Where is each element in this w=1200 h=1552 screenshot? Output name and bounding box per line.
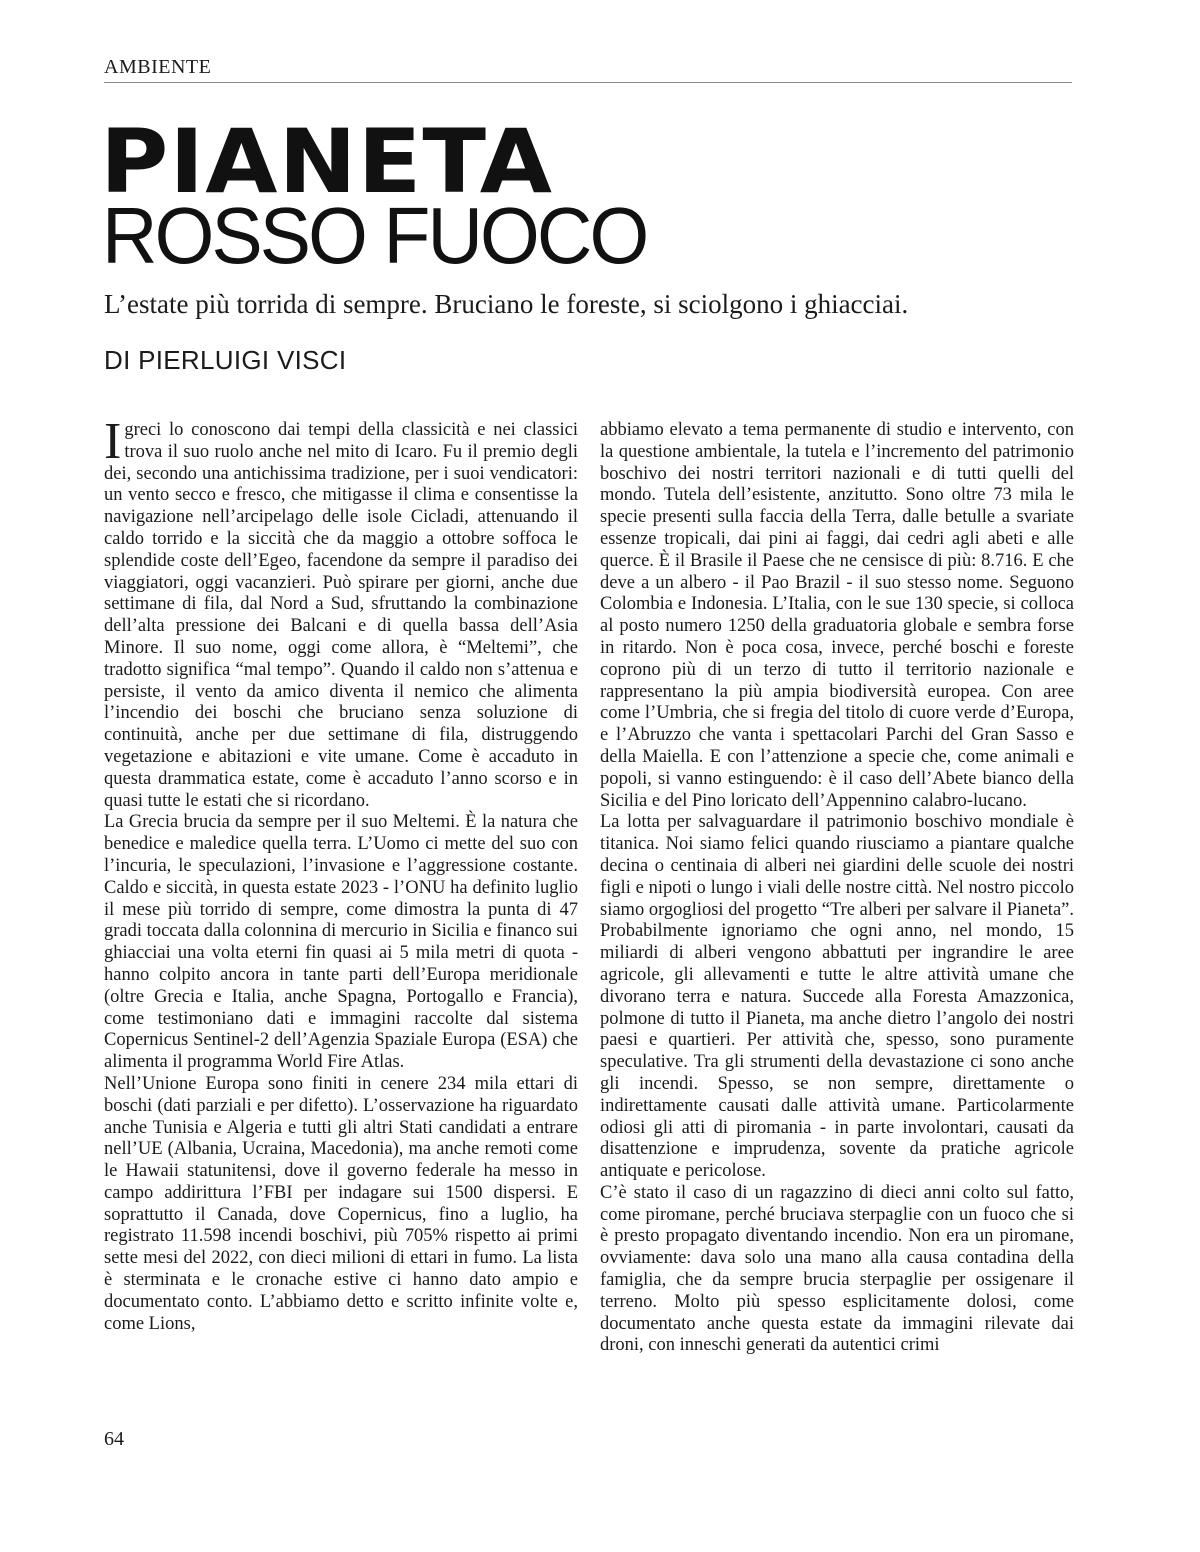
drop-cap: I — [104, 413, 122, 470]
paragraph-1-text: greci lo conoscono dai tempi della classicità e nei classici trova il suo ruolo anche nel mito di Icaro. Fu il premio degli dei, secondo una antichissima tradizione, per i suoi vendicatori: un vento secco e fresco, che mitigasse il clima e consentisse la navigazione nell’arcipelago delle isole Cicladi, attenuando il caldo torrido e la siccità che da maggio a ottobre soffoca le splendide coste dell’Egeo, facendone da sempre il paradiso dei viaggiatori, oggi vacanzieri. Può spirare per giorni, anche due settimane di fila, dal Nord a Sud, sfruttando la combinazione dell’alta pressione dei Balcani e di quella bassa dell’Asia Minore. Il suo nome, oggi come allora, è “Meltemi”, che tradotto significa “mal tempo”. Quando il caldo non s’attenua e persiste, il vento da amico diventa il nemico che alimenta l’incendio dei boschi che bruciano senza soluzione di continuità, anche per due settimane di fila, distruggendo vegetazione e abitazioni e vite umane. Come è accaduto in questa drammatica estate, come è accaduto l’anno scorso e in quasi tutte le estati che si ricordano. — [104, 420, 578, 811]
paragraph-3: Nell’Unione Europa sono finiti in cenere 234 mila ettari di boschi (dati parziali e per difetto). L’osservazione ha riguardato anche Tunisia e Algeria e tutti gli altri Stati candidati a entrare nell’UE (Albania, Ucraina, Macedonia), ma anche remoti come le Hawaii statunitensi, dove il governo federale ha messo in campo addirittura l’FBI per indagare sui 1500 dispersi. E soprattutto il Canada, dove Copernicus, fino a luglio, ha registrato 11.598 incendi boschivi, più 705% rispetto ai primi sette mesi del 2022, con dieci milioni di ettari in fumo. La lista è sterminata e le cronache estive ci hanno dato ampio e documentato conto. L’abbiamo detto e scritto infinite volte e, come Lions, — [104, 1073, 578, 1334]
page-number: 64 — [104, 1428, 124, 1450]
title-line-2: ROSSO FUOCO — [102, 191, 647, 280]
title-line-1: PIANETA — [100, 110, 554, 213]
right-column — [600, 420, 1074, 1357]
paragraph-5: La lotta per salvaguardare il patrimonio boschivo mondiale è titanica. Noi siamo felici quando riusciamo a piantare qualche decina o centinaia di alberi nei giardini delle scuole dei nostri figli e nipoti o lungo i viali delle nostre città. Nel nostro piccolo siamo orgogliosi del progetto “Tre alberi per salvare il Pianeta”. Probabilmente ignoriamo che ogni anno, nel mondo, 15 miliardi di alberi vengono abbattuti per ingrandire le aree agricole, gli allevamenti e tutte le altre attività umane che divorano terra e natura. Succede alla Foresta Amazzonica, polmone di tutto il Pianeta, ma anche dietro l’angolo dei nostri paesi e quartieri. Per attività che, spesso, sono puramente speculative. Tra gli strumenti della devastazione ci sono anche gli incendi. Spesso, se non sempre, direttamente o indirettamente causati dalle attività umane. Particolarmente odiosi gli atti di piromania - in parte involontari, causati da disattenzione e imprudenza, sovente da pratiche agricole antiquate e pericolose. — [600, 812, 1074, 1182]
paragraph-1 — [104, 413, 578, 812]
paragraph-4: abbiamo elevato a tema permanente di studio e intervento, con la questione ambientale, la tutela e l’incremento del patrimonio boschivo dei nostri territori nazionali e di tutti quelli del mondo. Tutela dell’esistente, anzitutto. Sono oltre 73 mila le specie presenti sulla faccia della Terra, dalle betulle a svariate essenze tropicali, dai pini ai faggi, dai cedri agli abeti e alle querce. È il Brasile il Paese che ne censisce di più: 8.716. E che deve a un albero - il Pao Brazil - il suo stesso nome. Seguono Colombia e Indonesia. L’Italia, con le sue 130 specie, si colloca al posto numero 1250 della graduatoria globale e sembra forse in ritardo. Non è poca cosa, invece, perché boschi e foreste coprono più di un terzo di tutto il territorio nazionale e rappresentano la più ampia biodiversità europea. Con aree come l’Umbria, che si fregia del titolo di cuore verde d’Europa, e l’Abruzzo che vanta i spettacolari Parchi del Gran Sasso e della Maiella. E con l’attenzione a specie che, come animali e popoli, si vanno estinguendo: è il caso dell’Abete bianco della Sicilia e del Pino loricato dell’Appennino calabro-lucano. — [600, 420, 1074, 811]
article-subtitle: L’estate più torrida di sempre. Bruciano le foreste, si sciolgono i ghiacciai. — [104, 289, 909, 319]
header-rule — [104, 82, 1072, 83]
paragraph-6: C’è stato il caso di un ragazzino di dieci anni colto sul fatto, come piromane, perché bruciava sterpaglie con un fuoco che si è presto propagato diventando incendio. Non era un piromane, ovviamente: dava solo una mano alla causa contadina della famiglia, che da sempre brucia sterpaglie per ossigenare il terreno. Molto più spesso esplicitamente dolosi, come documentato anche questa estate da immagini rilevate dai droni, con inneschi generati da autentici crimi — [600, 1182, 1074, 1356]
section-label: AMBIENTE — [104, 56, 212, 78]
left-column — [104, 413, 578, 1335]
paragraph-2: La Grecia brucia da sempre per il suo Meltemi. È la natura che benedice e maledice quella terra. L’Uomo ci mette del suo con l’incuria, le speculazioni, l’invasione e l’aggressione costante. Caldo e siccità, in questa estate 2023 - l’ONU ha definito luglio il mese più torrido di sempre, come dimostra la punta di 47 gradi toccata dalla colonnina di mercurio in Sicilia e financo sui ghiacciai una volta eterni fin quasi ai 5 mila metri di quota - hanno colpito ancora in tante parti dell’Europa meridionale (oltre Grecia e Italia, anche Spagna, Portogallo e Francia), come testimoniano dati e immagini raccolte dal sistema Copernicus Sentinel-2 dell’Agenzia Spaziale Europa (ESA) che alimenta il programma World Fire Atlas. — [104, 812, 578, 1073]
byline: DI PIERLUIGI VISCI — [104, 345, 347, 375]
